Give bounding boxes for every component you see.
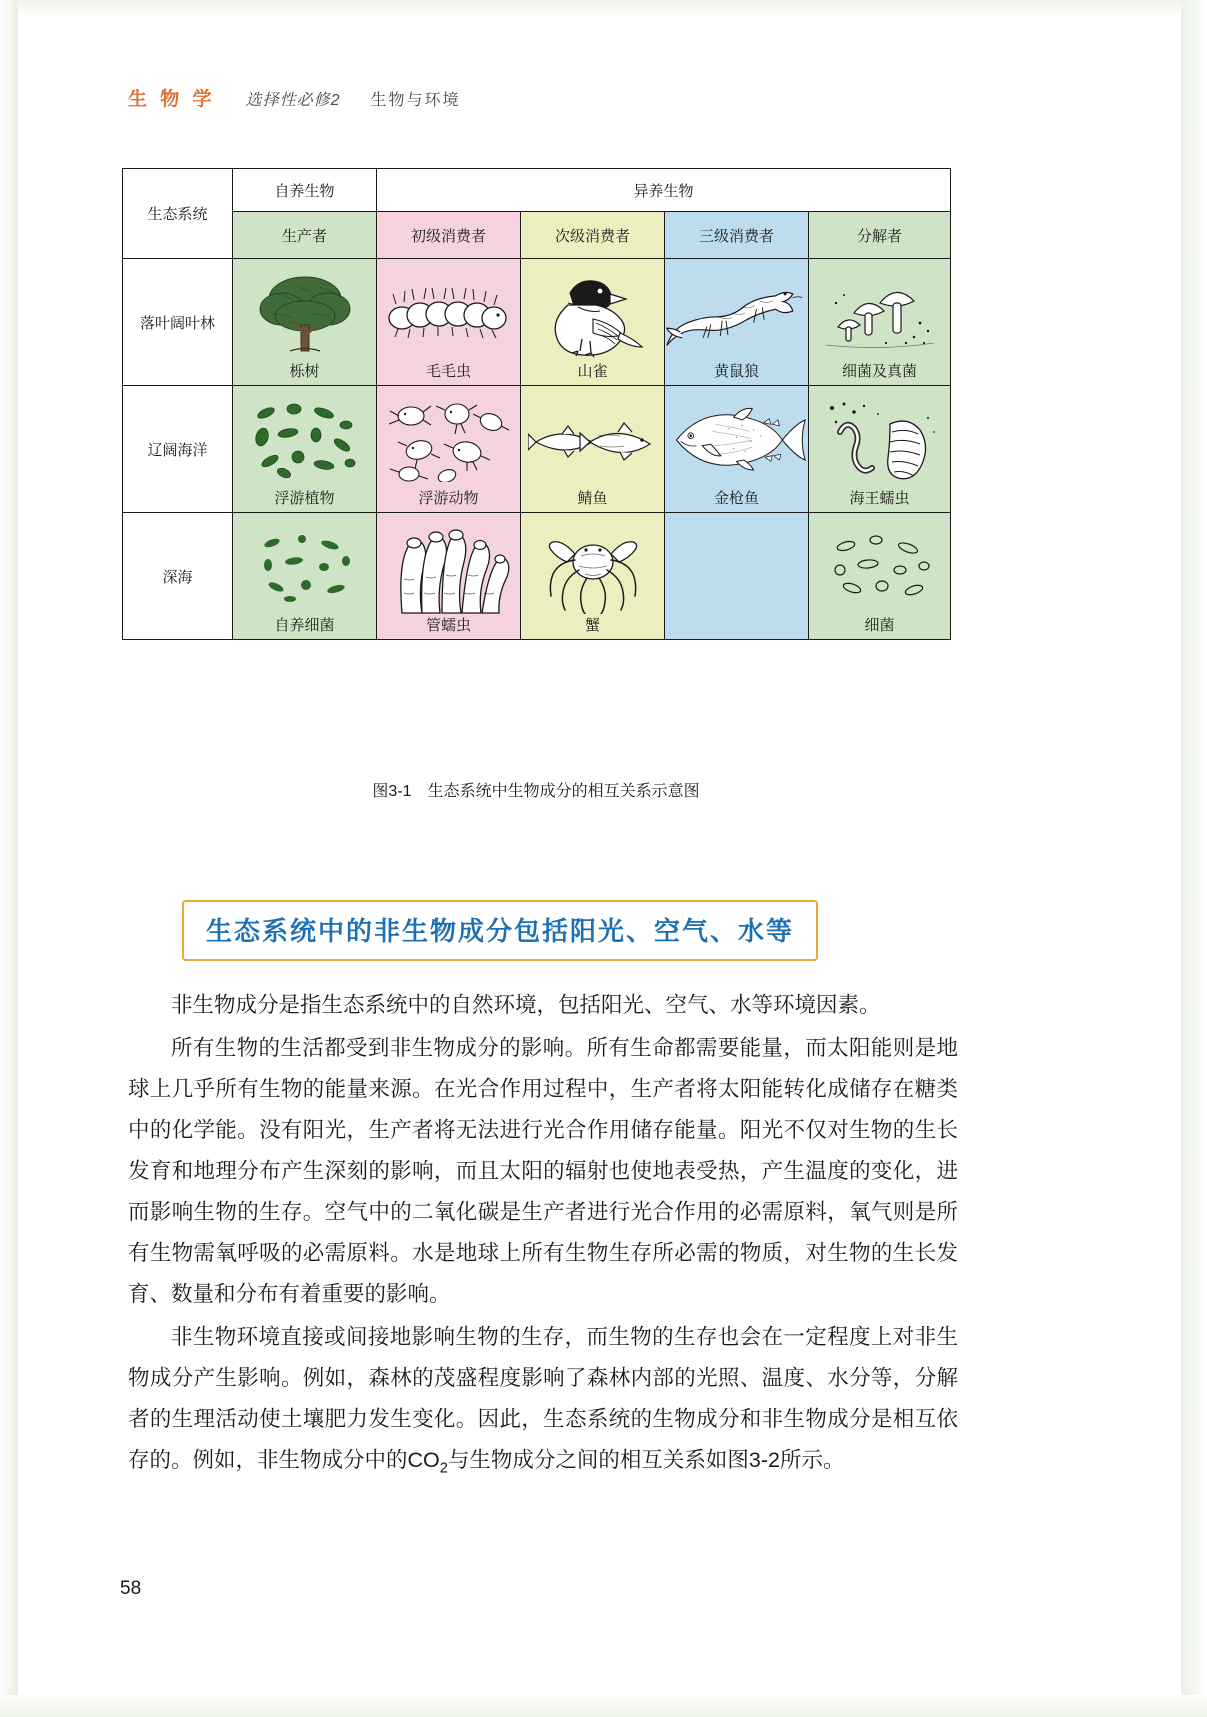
- marine-worm-icon: [809, 392, 950, 488]
- cell-caption: 海王蠕虫: [849, 490, 910, 507]
- cell-forest-decomposer: [809, 259, 951, 386]
- cell-caption: 细菌: [864, 617, 895, 634]
- role-header-tertiary-consumer: 三级消费者: [665, 212, 809, 259]
- co2-subscript: 2: [439, 1460, 448, 1477]
- cell-ocean-secondary: [521, 386, 665, 513]
- cell-deepsea-producer: [233, 513, 377, 640]
- figure-caption-text: 生态系统中生物成分的相互关系示意图: [427, 783, 700, 800]
- cell-ocean-decomposer: [809, 386, 951, 513]
- row-label-forest: 落叶阔叶林: [123, 259, 233, 386]
- cell-forest-producer: [233, 259, 377, 386]
- page-number: 58: [120, 1578, 142, 1599]
- role-header-primary-consumer: 初级消费者: [377, 212, 521, 259]
- table-group-header-row: [123, 169, 951, 212]
- row-label-ocean: 辽阔海洋: [123, 386, 233, 513]
- role-header-producer: 生产者: [233, 212, 377, 259]
- cell-forest-tertiary: [665, 259, 809, 386]
- paragraph-3: [128, 1317, 958, 1489]
- weasel-icon: [665, 265, 808, 361]
- cell-caption: 浮游植物: [274, 490, 335, 507]
- cell-ocean-tertiary: [665, 386, 809, 513]
- header-subject: 生 物 学: [128, 89, 216, 110]
- cell-caption: 黄鼠狼: [713, 363, 759, 380]
- cell-ocean-producer: [233, 386, 377, 513]
- cell-caption: 管蠕虫: [425, 617, 471, 634]
- cell-caption: 浮游动物: [418, 490, 479, 507]
- crab-icon: [521, 519, 664, 615]
- role-header-secondary-consumer: 次级消费者: [521, 212, 665, 259]
- body-text: [128, 985, 958, 1491]
- mackerel-fish-icon: [521, 392, 664, 488]
- chickadee-bird-icon: [521, 265, 664, 361]
- paragraph-3-part1: 非生物环境直接或间接地影响生物的生存，而生物的生存也会在一定程度上对非生物成分产生影响。例如，森林的茂盛程度影响了森林内部的光照、温度、水分等，分解者的生理活动使土壤肥力发生变化。因此，生态系统的生物成分和非生物成分是相互依存的。例如，非生物成分中的CO: [128, 1325, 958, 1472]
- group-header-autotroph: 自养生物: [233, 169, 377, 212]
- paragraph-3-part2: 与生物成分之间的相互关系如图3-2所示。: [447, 1448, 845, 1472]
- row-label-deepsea: 深海: [123, 513, 233, 640]
- table-role-header-row: [123, 212, 951, 259]
- cell-deepsea-tertiary: [665, 513, 809, 640]
- cell-deepsea-secondary: [521, 513, 665, 640]
- bacteria-icon: [809, 519, 950, 615]
- oak-tree-icon: [233, 265, 376, 361]
- autotrophic-bacteria-icon: [233, 519, 376, 615]
- group-header-heterotroph: 异养生物: [377, 169, 951, 212]
- cell-caption: 山雀: [577, 363, 608, 380]
- paragraph-1: 非生物成分是指生态系统中的自然环境，包括阳光、空气、水等环境因素。: [171, 993, 881, 1017]
- table-row: [123, 259, 951, 386]
- section-heading-text: 生态系统中的非生物成分包括阳光、空气、水等: [206, 916, 795, 946]
- table-row: [123, 386, 951, 513]
- paragraph-2: 所有生物的生活都受到非生物成分的影响。所有生命都需要能量，而太阳能则是地球上几乎所有生物的能量来源。在光合作用过程中，生产者将太阳能转化成储存在糖类中的化学能。没有阳光，生产者将无法进行光合作用储存能量。阳光不仅对生物的生长发育和地理分布产生深刻的影响，而且太阳的辐射也使地表受热，产生温度的变化，进而影响生物的生存。空气中的二氧化碳是生产者进行光合作用的必需原料，氧气则是所有生物需氧呼吸的必需原料。水是地球上所有生物生存所必需的物质，对生物的生长发育、数量和分布有着重要的影响。: [128, 1036, 958, 1306]
- figure-caption: [122, 778, 950, 801]
- figure-number: 图3-1: [372, 783, 412, 800]
- cell-caption: 自养细菌: [274, 617, 335, 634]
- tuna-fish-icon: [665, 392, 808, 488]
- cell-caption: 金枪鱼: [713, 490, 759, 507]
- cell-caption: 鲭鱼: [577, 490, 608, 507]
- role-header-decomposer: 分解者: [809, 212, 951, 259]
- caterpillar-icon: [377, 265, 520, 361]
- section-heading: [182, 900, 818, 961]
- phytoplankton-icon: [233, 392, 376, 488]
- header-topic: 生物与环境: [370, 92, 461, 109]
- table-row: [123, 513, 951, 640]
- cell-caption: 蟹: [584, 617, 600, 634]
- cell-caption: 栎树: [289, 363, 320, 380]
- cell-ocean-primary: [377, 386, 521, 513]
- mushrooms-fungi-icon: [809, 265, 950, 361]
- cell-caption: 毛毛虫: [425, 363, 471, 380]
- zooplankton-icon: [377, 392, 520, 488]
- cell-deepsea-decomposer: [809, 513, 951, 640]
- tube-worm-icon: [377, 519, 520, 615]
- cell-deepsea-primary: [377, 513, 521, 640]
- cell-forest-primary: [377, 259, 521, 386]
- figure-3-1: [122, 168, 950, 640]
- table-corner-label: 生态系统: [123, 169, 233, 259]
- cell-forest-secondary: [521, 259, 665, 386]
- cell-caption: 细菌及真菌: [842, 363, 918, 380]
- header-course: 选择性必修2: [245, 92, 341, 109]
- running-header: [128, 84, 460, 111]
- empty-cell: [665, 519, 808, 615]
- ecosystem-table: [122, 168, 951, 640]
